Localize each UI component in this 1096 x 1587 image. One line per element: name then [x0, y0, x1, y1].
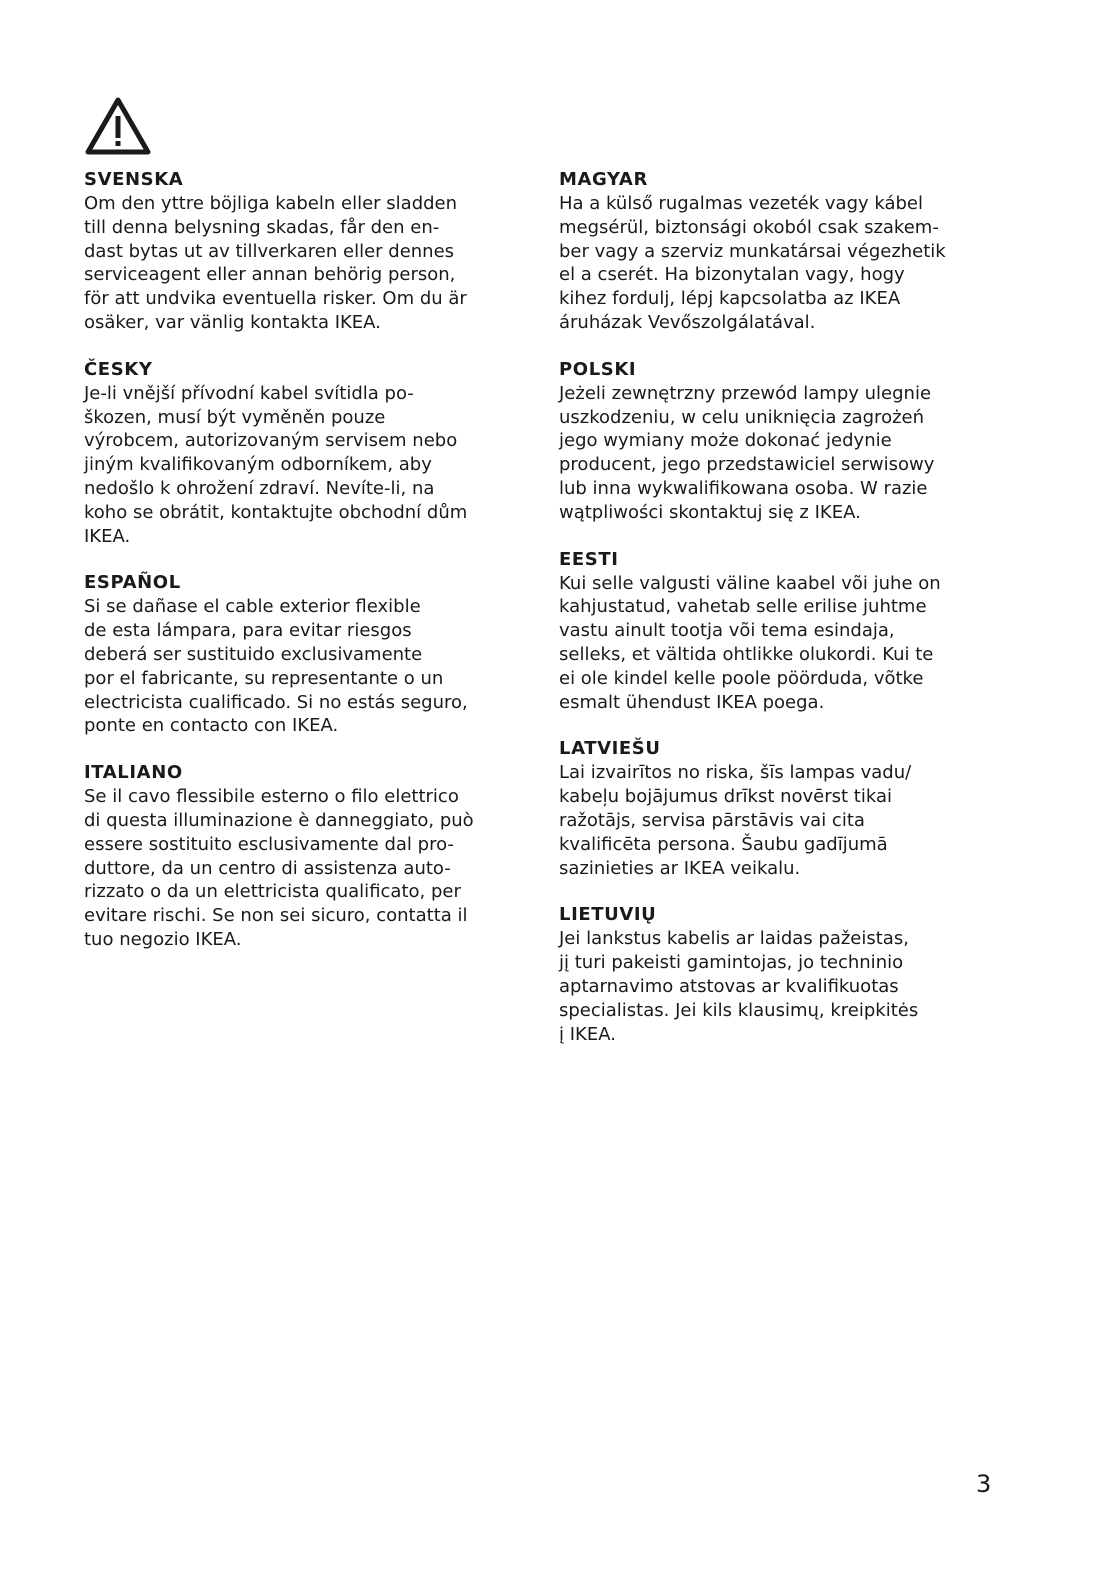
section-heading: MAGYAR — [559, 169, 648, 190]
right-column — [559, 168, 1009, 1069]
section-eesti — [559, 548, 1009, 715]
left-column — [84, 168, 534, 975]
section-magyar — [559, 168, 1009, 335]
section-text: Se il cavo flessibile esterno o filo elettrico di questa illuminazione è danneggiato, può essere sostituito esclusivamente dal pro- duttore, da un centro di assistenza auto- rizzato o da un elettricista qualificato, per evitare rischi. Se non sei sicuro, contatta il tuo negozio IKEA. — [84, 786, 474, 950]
section-text: Om den yttre böjliga kabeln eller sladden till denna belysning skadas, får den en- dast bytas ut av tillverkaren eller dennes serviceagent eller annan behörig person, för att undvika eventuella risker. Om du är osäker, var vänlig kontakta IKEA. — [84, 193, 467, 333]
section-latviesu — [559, 737, 1009, 880]
section-text: Jei lankstus kabelis ar laidas pažeistas, jį turi pakeisti gamintojas, jo techninio aptarnavimo atstovas ar kvalifikuotas specialistas. Jei kils klausimų, kreipkitės į IKEA. — [559, 928, 919, 1045]
section-heading: LIETUVIŲ — [559, 904, 657, 926]
section-text: Jeżeli zewnętrzny przewód lampy ulegnie uszkodzeniu, w celu uniknięcia zagrożeń jego wymiany może dokonać jedynie producent, jego przedstawiciel serwisowy lub inna wykwalifikowana osoba. W razie wątpliwości skontaktuj się z IKEA. — [559, 382, 935, 523]
section-text: Lai izvairītos no riska, šīs lampas vadu/ kabeļu bojājumus drīkst novērst tikai ražotājs, servisa pārstāvis vai cita kvalificēta persona. Šaubu gadījumā sazinieties ar IKEA veikalu. — [559, 762, 912, 879]
section-italiano — [84, 761, 534, 952]
section-cesky — [84, 358, 534, 549]
section-text: Si se dañase el cable exterior flexible de esta lámpara, para evitar riesgos deberá ser sustituido exclusivamente por el fabricante, su representante o un electricista cualificado. Si no estás seguro, ponte en contacto con IKEA. — [84, 596, 468, 737]
section-heading: ESPAÑOL — [84, 572, 181, 594]
section-text: Ha a külső rugalmas vezeték vagy kábel megsérül, biztonsági okoból csak szakem- ber vagy a szerviz munkatársai végezhetik el a cserét. Ha bizonytalan vagy, hogy kihez fordulj, lépj kapcsolatba az IKEA áruházak Vevőszolgálatával. — [559, 193, 946, 333]
section-lietuviu — [559, 903, 1009, 1046]
warning-triangle-icon — [84, 96, 152, 156]
section-espanol — [84, 571, 534, 738]
section-text: Je-li vnější přívodní kabel svítidla po- škozen, musí být vyměněn pouze výrobcem, autorizovaným servisem nebo jiným kvalifikovaným odborníkem, aby nedošlo k ohrožení zdraví. Nevíte-li, na koho se obrátit, kontaktujte obchodní dům IKEA. — [84, 382, 468, 547]
page-number: 3 — [976, 1470, 992, 1498]
section-heading: EESTI — [559, 548, 619, 570]
section-svenska — [84, 168, 534, 335]
section-heading: ČESKY — [84, 358, 153, 380]
section-polski — [559, 358, 1009, 525]
section-heading: POLSKI — [559, 358, 637, 380]
section-heading: LATVIEŠU — [559, 738, 661, 760]
section-heading: SVENSKA — [84, 169, 184, 190]
section-heading: ITALIANO — [84, 762, 183, 784]
section-text: Kui selle valgusti väline kaabel või juhe on kahjustatud, vahetab selle erilise juhtme vastu ainult tootja või tema esindaja, selleks, et vältida ohtlikke olukordi. Kui te ei ole kindel kelle poole pöörduda, võtke esmalt ühendust IKEA poega. — [559, 572, 941, 713]
